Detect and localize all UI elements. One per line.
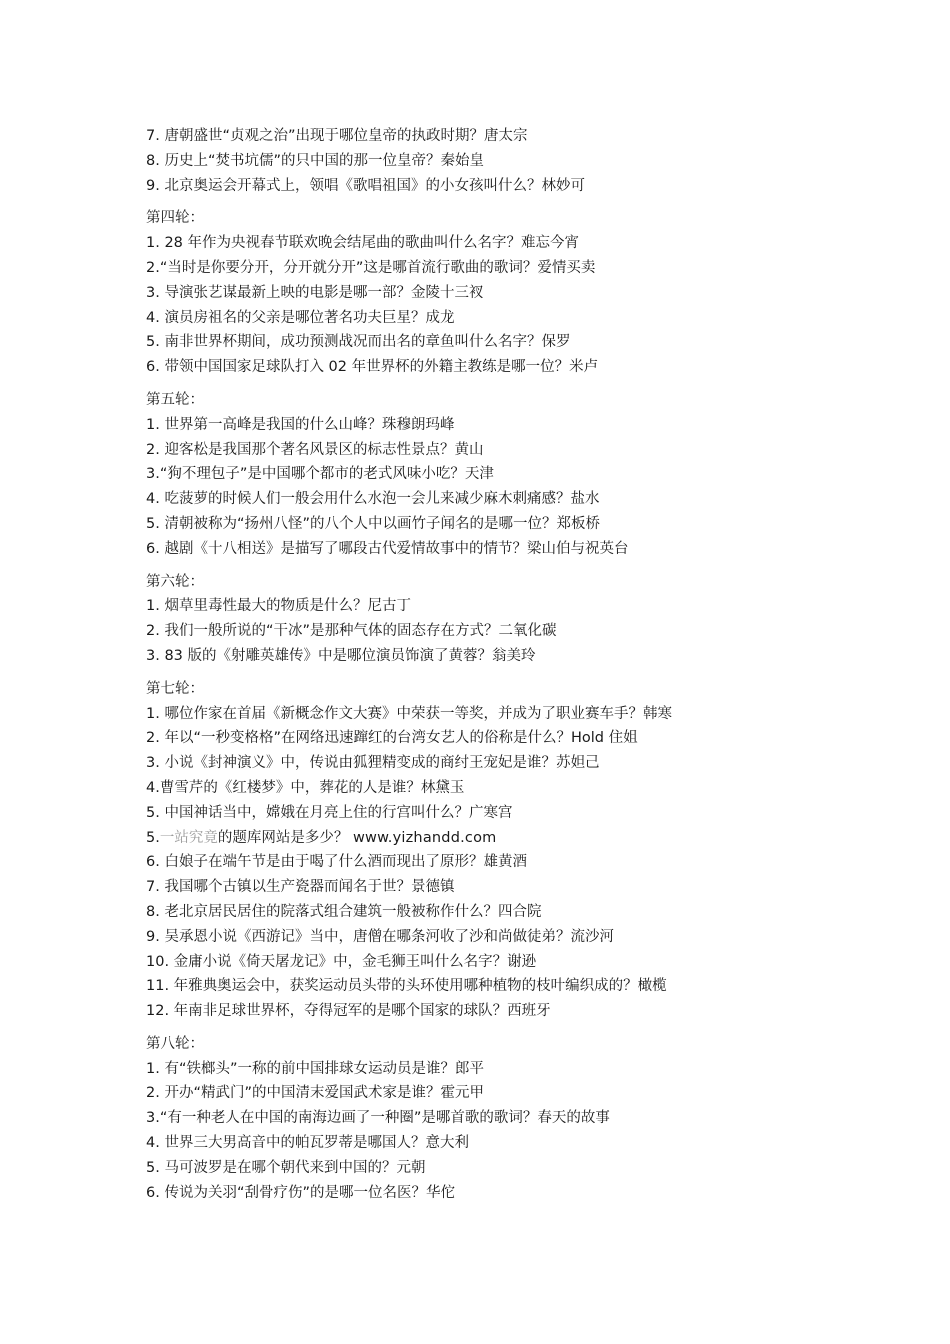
- question-line: 3. 83 版的《射雕英雄传》中是哪位演员饰演了黄蓉？翁美玲: [146, 647, 536, 664]
- question-line: 4. 世界三大男高音中的帕瓦罗蒂是哪国人？意大利: [146, 1135, 469, 1152]
- round-heading: 第四轮：: [146, 210, 204, 227]
- question-line: 6. 带领中国国家足球队打入 02 年世界杯的外籍主教练是哪一位？米卢: [146, 359, 599, 376]
- question-line: 2.“当时是你要分开，分开就分开”这是哪首流行歌曲的歌词？爱情买卖: [146, 259, 596, 276]
- question-line: 2. 年以“一秒变格格”在网络迅速蹿红的台湾女艺人的俗称是什么？Hold 住姐: [146, 730, 638, 747]
- ad-prefix: 5.: [146, 829, 160, 846]
- ad-url-link[interactable]: www.yizhandd.com: [352, 829, 497, 846]
- document-page: [146, 124, 936, 1205]
- question-line: 2. 开办“精武门”的中国清末爱国武术家是谁？霍元甲: [146, 1085, 484, 1102]
- question-line: 4. 演员房祖名的父亲是哪位著名功夫巨星？成龙: [146, 309, 455, 326]
- round3-tail: [146, 124, 936, 198]
- round-heading: 第八轮：: [146, 1035, 204, 1052]
- question-line: 5. 马可波罗是在哪个朝代来到中国的？元朝: [146, 1159, 426, 1176]
- round4-section: [146, 206, 936, 380]
- question-line: 4.曹雪芹的《红楼梦》中，葬花的人是谁？林黛玉: [146, 779, 465, 796]
- question-line: 5. 南非世界杯期间，成功预测战况而出名的章鱼叫什么名字？保罗: [146, 334, 571, 351]
- question-line: 1. 哪位作家在首届《新概念作文大赛》中荣获一等奖，并成为了职业赛车手？韩寒: [146, 705, 672, 722]
- ad-line: [146, 826, 936, 851]
- question-line: 6. 白娘子在端午节是由于喝了什么酒而现出了原形？雄黄酒: [146, 854, 527, 871]
- question-line: 2. 我们一般所说的“干冰”是那种气体的固态存在方式？二氧化碳: [146, 623, 557, 640]
- question-line: 1. 有“铁榔头”一称的前中国排球女运动员是谁？郎平: [146, 1060, 484, 1077]
- round6-section: [146, 570, 936, 669]
- question-line: 2. 迎客松是我国那个著名风景区的标志性景点？黄山: [146, 441, 484, 458]
- round5-section: [146, 388, 936, 562]
- question-line: 12. 年南非足球世界杯，夺得冠军的是哪个国家的球队？西班牙: [146, 1003, 551, 1020]
- question-line: 3.“有一种老人在中国的南海边画了一种圈”是哪首歌的歌词？春天的故事: [146, 1110, 610, 1127]
- question-line: 8. 历史上“焚书坑儒”的只中国的那一位皇帝？秦始皇: [146, 152, 484, 169]
- question-line: 5. 清朝被称为“扬州八怪”的八个人中以画竹子闻名的是哪一位？郑板桥: [146, 515, 600, 532]
- round-heading: 第六轮：: [146, 573, 204, 590]
- round-heading: 第五轮：: [146, 391, 204, 408]
- question-line: 1. 28 年作为央视春节联欢晚会结尾曲的歌曲叫什么名字？难忘今宵: [146, 235, 580, 252]
- question-line: 3. 导演张艺谋最新上映的电影是哪一部？金陵十三衩: [146, 284, 484, 301]
- question-line: 7. 唐朝盛世“贞观之治”出现于哪位皇帝的执政时期？唐太宗: [146, 128, 528, 144]
- question-line: 1. 烟草里毒性最大的物质是什么？尼古丁: [146, 598, 411, 615]
- question-line: 4. 吃菠萝的时候人们一般会用什么水泡一会儿来减少麻木刺痛感？盐水: [146, 491, 600, 508]
- ad-site-name: 一站究竟: [159, 829, 218, 846]
- question-line: 6. 传说为关羽“刮骨疗伤”的是哪一位名医？华佗: [146, 1184, 455, 1201]
- round-heading: 第七轮：: [146, 680, 204, 697]
- question-line: 7. 我国哪个古镇以生产瓷器而闻名于世？景德镇: [146, 879, 455, 896]
- question-line: 6. 越剧《十八相送》是描写了哪段古代爱情故事中的情节？梁山伯与祝英台: [146, 540, 629, 557]
- question-line: 3. 小说《封神演义》中，传说由狐狸精变成的商纣王宠妃是谁？苏妲己: [146, 755, 600, 772]
- question-line: 8. 老北京居民居住的院落式组合建筑一般被称作什么？四合院: [146, 903, 542, 920]
- round7-section: [146, 677, 936, 1024]
- ad-question: 的题库网站是多少？: [217, 829, 353, 846]
- question-line: 9. 吴承恩小说《西游记》当中，唐僧在哪条河收了沙和尚做徒弟？流沙河: [146, 928, 614, 945]
- round8-section: [146, 1032, 936, 1206]
- question-line: 9. 北京奥运会开幕式上，领唱《歌唱祖国》的小女孩叫什么？林妙可: [146, 177, 585, 194]
- question-line: 10. 金庸小说《倚天屠龙记》中，金毛狮王叫什么名字？谢逊: [146, 953, 537, 970]
- question-line: 11. 年雅典奥运会中，获奖运动员头带的头环使用哪种植物的枝叶编织成的？橄榄: [146, 978, 667, 995]
- question-line: 5. 中国神话当中，嫦娥在月亮上住的行宫叫什么？广寒宫: [146, 804, 513, 821]
- question-line: 1. 世界第一高峰是我国的什么山峰？珠穆朗玛峰: [146, 416, 455, 433]
- question-line: 3.“狗不理包子”是中国哪个都市的老式风味小吃？天津: [146, 466, 494, 483]
